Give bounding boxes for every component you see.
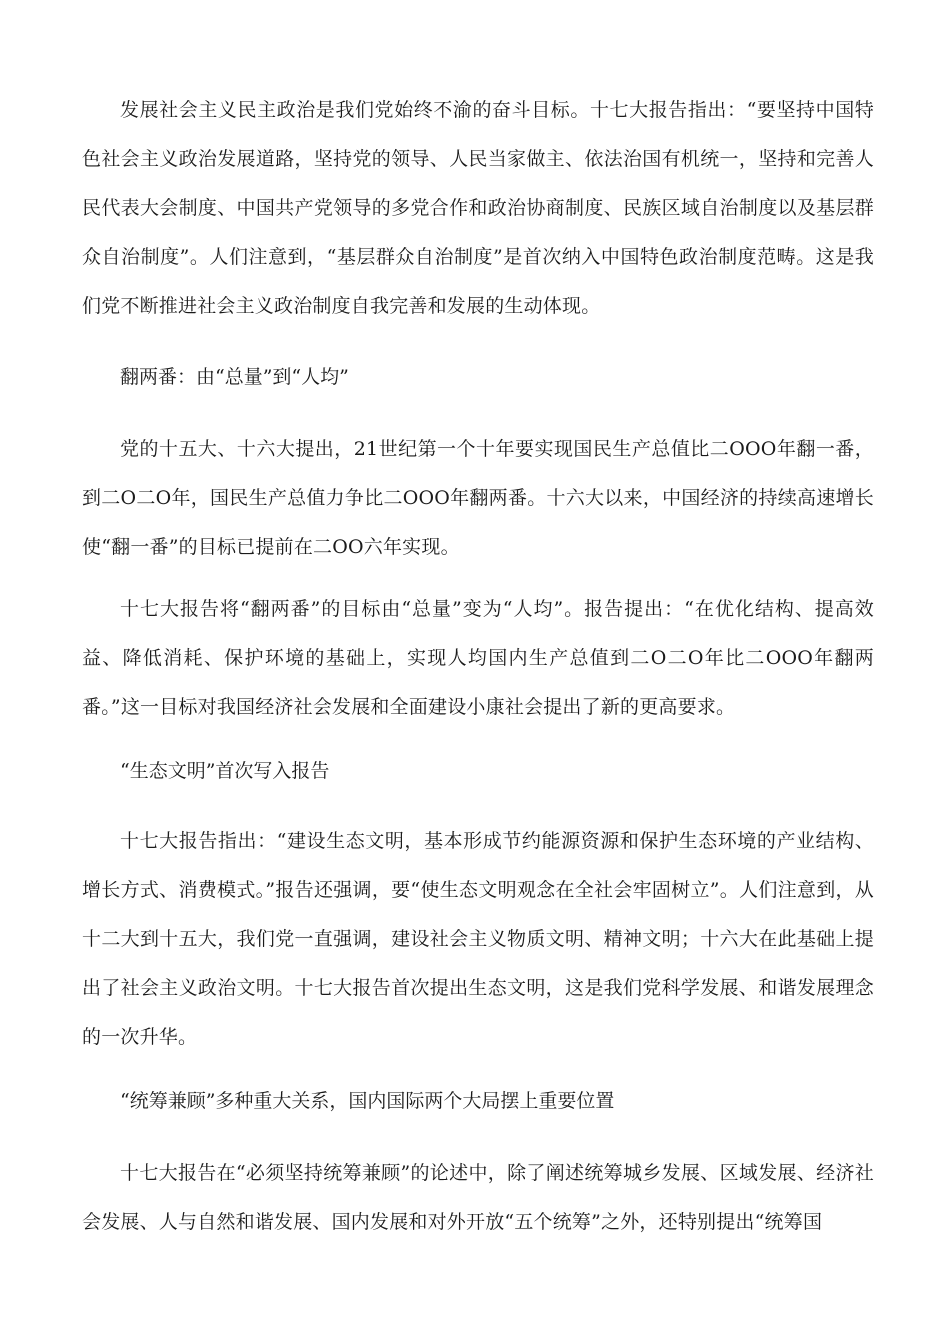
section-heading-double-gdp: 翻两番：由“总量”到“人均” bbox=[120, 366, 349, 388]
paragraph-overall-planning: 十七大报告在“必须坚持统筹兼顾”的论述中，除了阐述统筹城乡发展、区域发展、经济社会发展、人与自然和谐发展、国内发展和对外开放“五个统筹”之外，还特别提出“统筹国 bbox=[82, 1162, 874, 1233]
paragraph-gdp-goal: 党的十五大、十六大提出，21世纪第一个十年要实现国民生产总值比二OOO年翻一番，到二O二O年，国民生产总值力争比二OOO年翻两番。十六大以来，中国经济的持续高速增长使“翻一番”的目标已提前在二OO六年实现。 bbox=[82, 438, 874, 558]
paragraph-ecological-civilization: 十七大报告指出：“建设生态文明，基本形成节约能源资源和保护生态环境的产业结构、增长方式、消费模式。”报告还强调，要“使生态文明观念在全社会牢固树立”。人们注意到，从十二大到十五大，我们党一直强调，建设社会主义物质文明、精神文明；十六大在此基础上提出了社会主义政治文明。十七大报告首次提出生态文明，这是我们党科学发展、和谐发展理念的一次升华。 bbox=[82, 830, 874, 1048]
paragraph-per-capita: 十七大报告将“翻两番”的目标由“总量”变为“人均”。报告提出：“在优化结构、提高效益、降低消耗、保护环境的基础上，实现人均国内生产总值到二O二O年比二OOO年翻两番。”这一目标对我国经济社会发展和全面建设小康社会提出了新的更高要求。 bbox=[82, 598, 874, 718]
paragraph-democracy: 发展社会主义民主政治是我们党始终不渝的奋斗目标。十七大报告指出：“要坚持中国特色社会主义政治发展道路，坚持党的领导、人民当家做主、依法治国有机统一，坚持和完善人民代表大会制度、中国共产党领导的多党合作和政治协商制度、民族区域自治制度以及基层群众自治制度”。人们注意到，“基层群众自治制度”是首次纳入中国特色政治制度范畴。这是我们党不断推进社会主义政治制度自我完善和发展的生动体现。 bbox=[82, 99, 874, 317]
section-heading-ecological-civilization: “生态文明”首次写入报告 bbox=[120, 760, 330, 782]
section-heading-overall-planning: “统筹兼顾”多种重大关系，国内国际两个大局摆上重要位置 bbox=[120, 1090, 615, 1112]
